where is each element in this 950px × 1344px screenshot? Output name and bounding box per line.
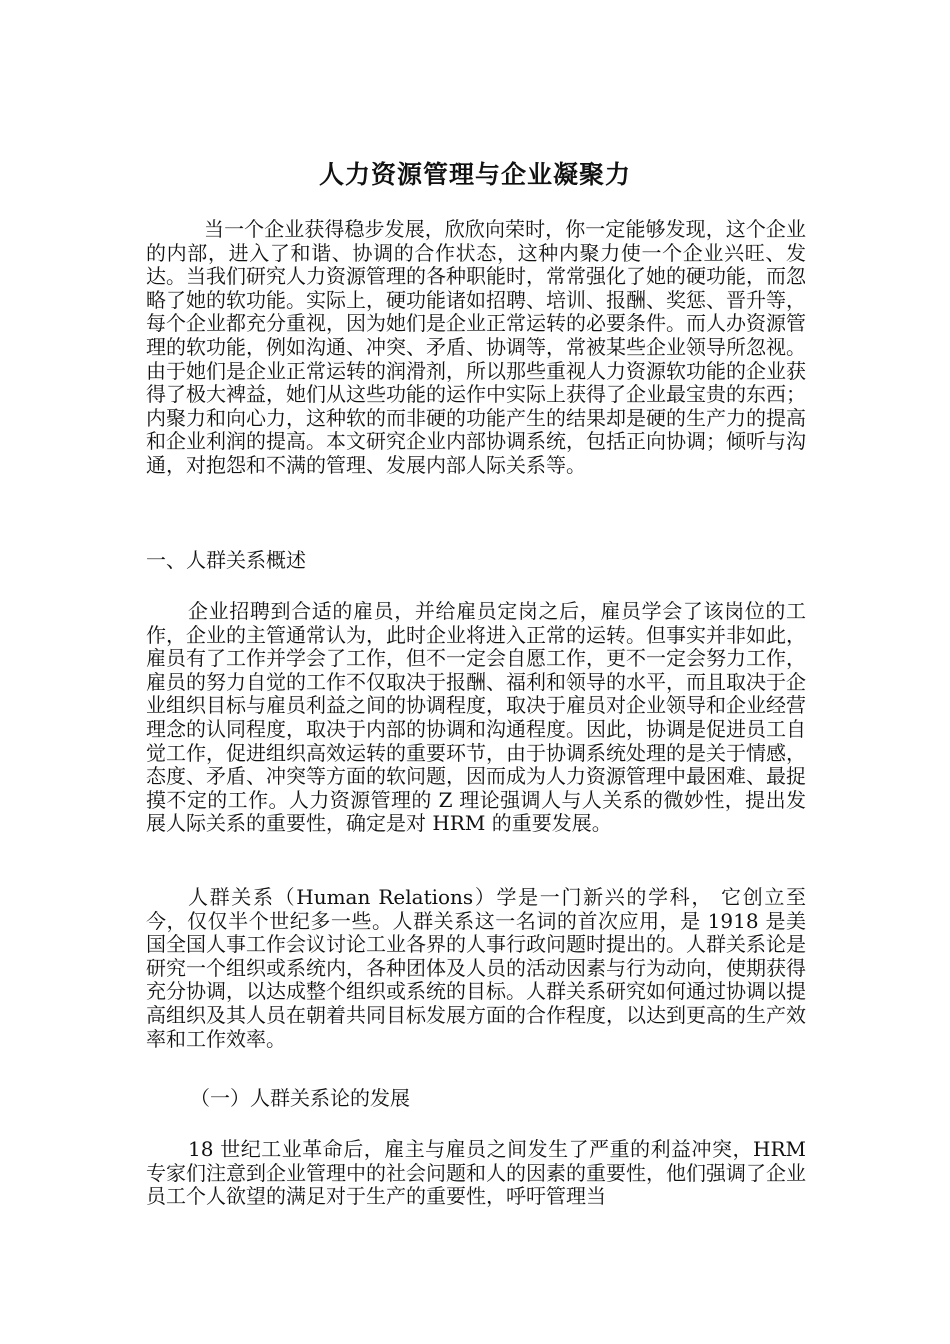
intro-paragraph: 当一个企业获得稳步发展，欣欣向荣时，你一定能够发现，这个企业的内部，进入了和谐、协调的合作状态，这种内聚力使一个企业兴旺、发达。当我们研究人力资源管理的各种职能时，常常强化了她的硬功能，而忽略了她的软功能。实际上，硬功能诸如招聘、培训、报酬、奖惩、晋升等，每个企业都充分重视，因为她们是企业正常运转的必要条件。而人办资源管理的软功能，例如沟通、冲突、矛盾、协调等，常被某些企业领导所忽视。由于她们是企业正常运转的润滑剂，所以那些重视人力资源软功能的企业获得了极大裨益，她们从这些功能的运作中实际上获得了企业最宝贵的东西；内聚力和向心力，这种软的而非硬的功能产生的结果却是硬的生产力的提高和企业利润的提高。本文研究企业内部协调系统，包括正向协调；倾听与沟通，对抱怨和不满的管理、发展内部人际关系等。 xyxy=(146,217,806,477)
body-paragraph: 人群关系（Human Relations）学是一门新兴的学科， 它创立至今，仅仅半个世纪多一些。人群关系这一名词的首次应用，是 1918 是美国全国人事工作会议讨论工业各界的人事行政问题时提出的。人群关系论是研究一个组织或系统内，各种团体及人员的活动因素与行为动向，使期获得充分协调，以达成整个组织或系统的目标。人群关系研究如何通过协调以提高组织及其人员在朝着共同目标发展方面的合作程度，以达到更高的生产效率和工作效率。 xyxy=(146,885,806,1051)
body-paragraph: 企业招聘到合适的雇员，并给雇员定岗之后，雇员学会了该岗位的工作，企业的主管通常认为，此时企业将进入正常的运转。但事实并非如此，雇员有了工作并学会了工作，但不一定会自愿工作，更不一定会努力工作，雇员的努力自觉的工作不仅取决于报酬、福利和领导的水平，而且取决于企业组织目标与雇员利益之间的协调程度，取决于雇员对企业领导和企业经营理念的认同程度，取决于内部的协调和沟通程度。因此，协调是促进员工自觉工作，促进组织高效运转的重要环节，由于协调系统处理的是关于情感，态度、矛盾、冲突等方面的软问题，因而成为人力资源管理中最困难、最捉摸不定的工作。人力资源管理的 Z 理论强调人与人关系的微妙性，提出发展人际关系的重要性，确定是对 HRM 的重要发展。 xyxy=(146,599,806,836)
subsection-heading: （一）人群关系论的发展 xyxy=(190,1086,410,1110)
document-title: 人力资源管理与企业凝聚力 xyxy=(318,160,631,189)
section-heading: 一、人群关系概述 xyxy=(146,548,306,572)
body-paragraph: 18 世纪工业革命后，雇主与雇员之间发生了严重的利益冲突，HRM 专家们注意到企业管理中的社会问题和人的因素的重要性，他们强调了企业员工个人欲望的满足对于生产的重要性，呼吁管理当 xyxy=(146,1137,806,1209)
